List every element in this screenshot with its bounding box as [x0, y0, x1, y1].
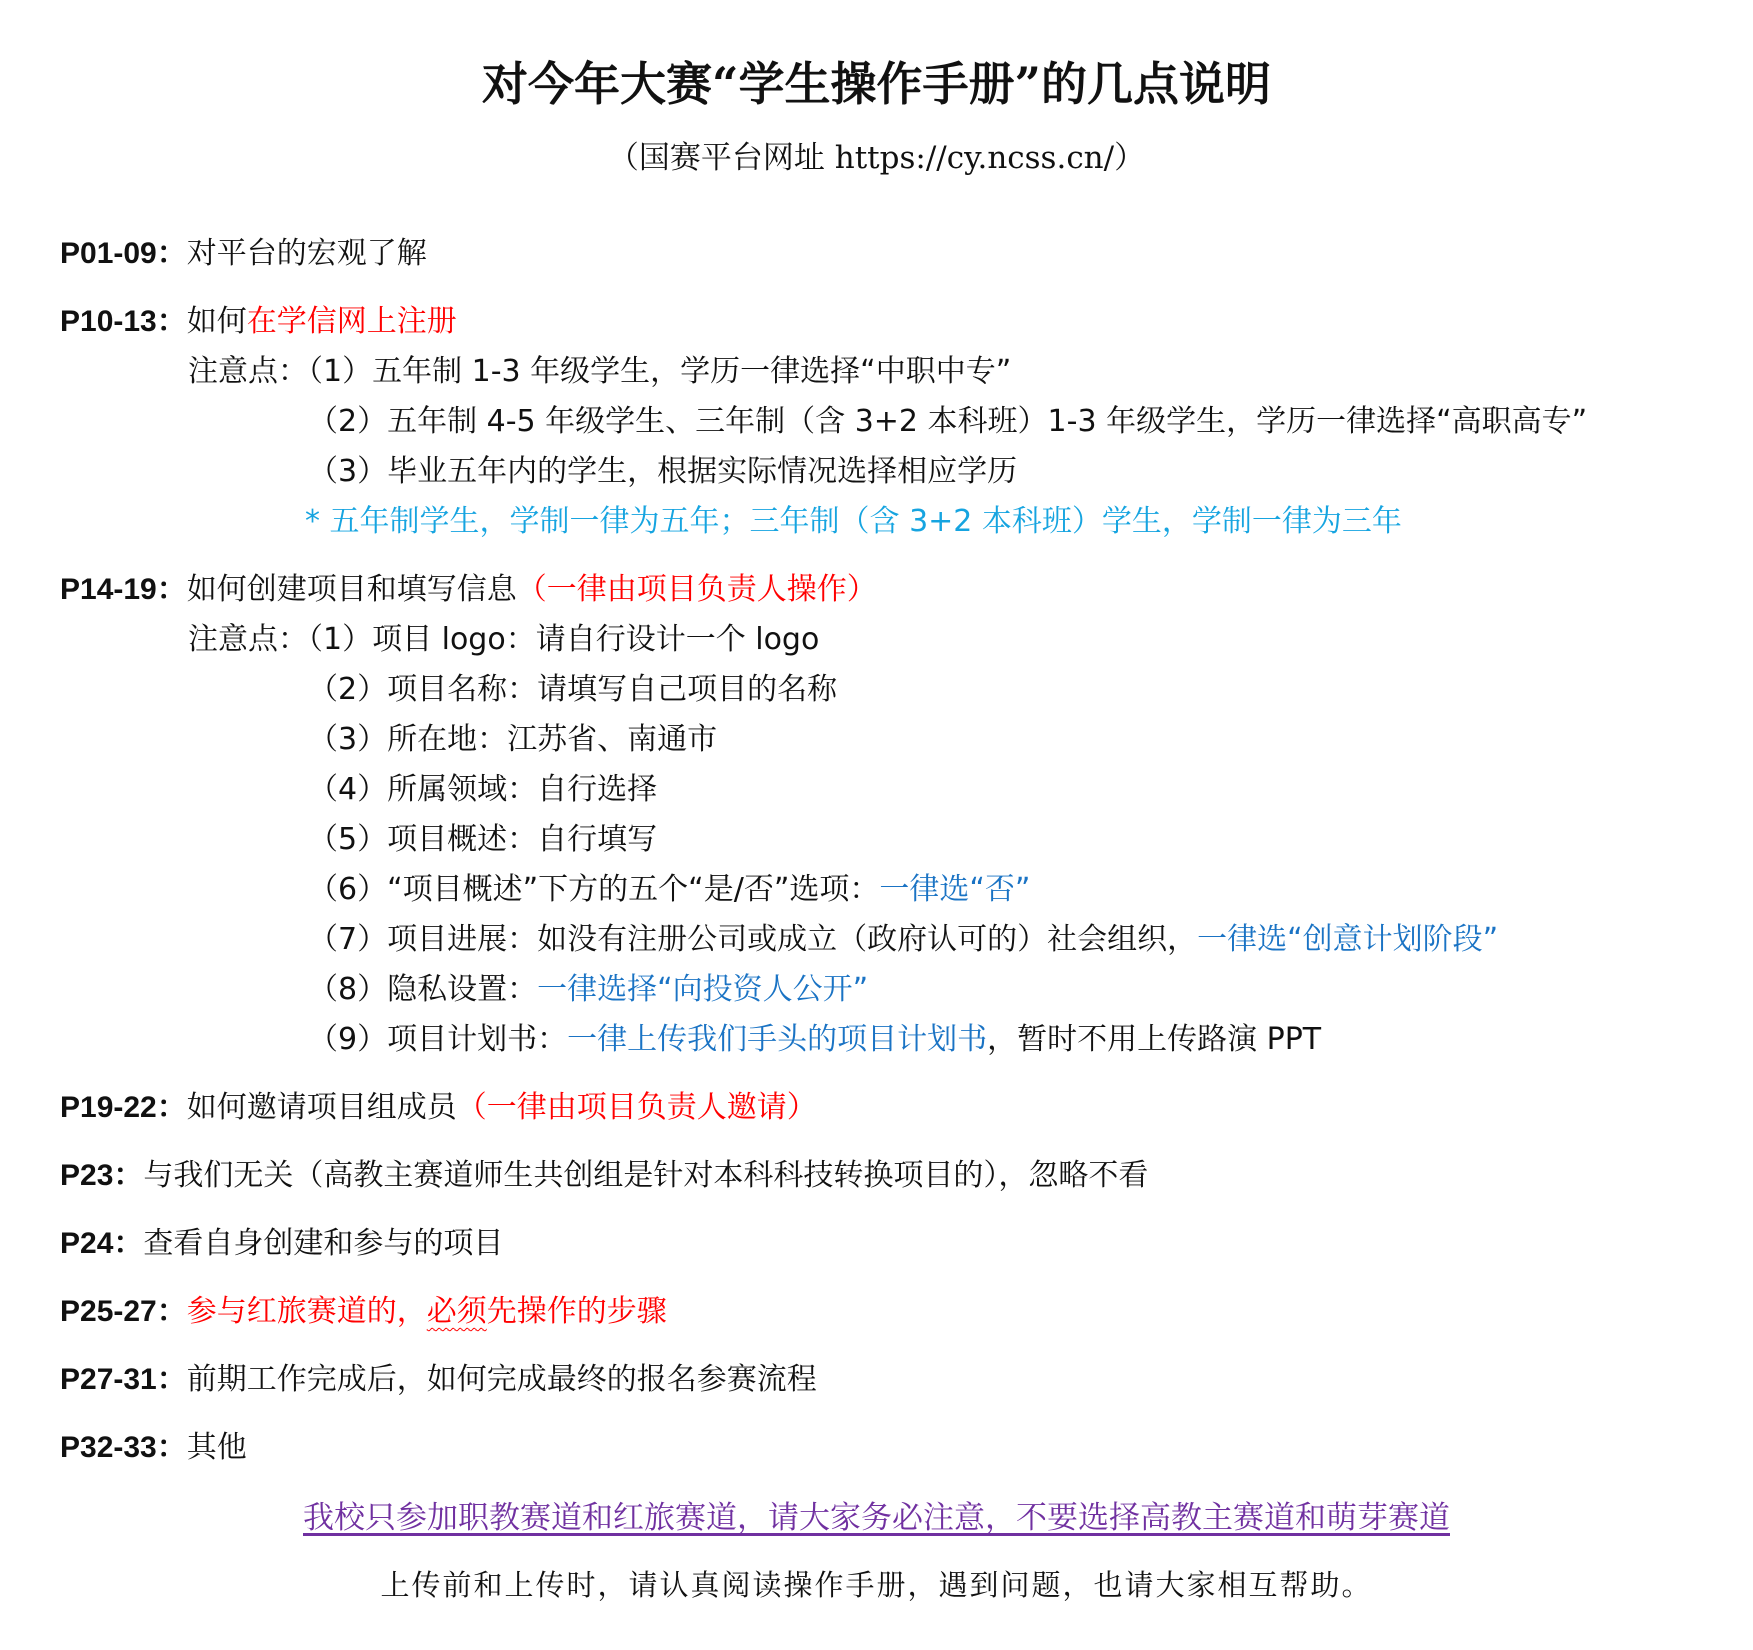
section-p27-31: [60, 1360, 817, 1400]
section-highlight: （一律由项目负责人操作）: [516, 572, 877, 607]
note-item: （3）毕业五年内的学生，根据实际情况选择相应学历: [308, 454, 1018, 489]
note-label: 注意点：: [188, 622, 308, 657]
section-text: 如何邀请项目组成员: [186, 1090, 457, 1125]
section-text: 其他: [186, 1430, 247, 1465]
section-code: P32-33：: [60, 1431, 187, 1464]
section-p10-13: [60, 302, 457, 342]
section-code: P19-22：: [60, 1091, 187, 1124]
page-title: 对今年大赛“学生操作手册”的几点说明: [482, 57, 1271, 111]
tip-line: * 五年制学生，学制一律为五年；三年制（含 3+2 本科班）学生，学制一律为三年: [305, 504, 1402, 539]
note-item: （1）五年制 1-3 年级学生，学历一律选择“中职中专”: [308, 354, 1012, 389]
section-p24: [60, 1224, 503, 1264]
section-text: 如何创建项目和填写信息: [186, 572, 517, 607]
note-item: （5）项目概述：自行填写: [308, 822, 658, 857]
section-highlight: 先操作的步骤: [486, 1294, 667, 1329]
section-code: P10-13：: [60, 305, 187, 338]
section-text: 前期工作完成后，如何完成最终的报名参赛流程: [186, 1362, 817, 1397]
section-text: 对平台的宏观了解: [186, 236, 427, 271]
section-p23: [60, 1156, 1148, 1196]
section-text: 查看自身创建和参与的项目: [143, 1226, 504, 1261]
note-text: （6）“项目概述”下方的五个“是/否”选项：: [308, 872, 880, 907]
note-text-after: ，暂时不用上传路演 PPT: [987, 1022, 1322, 1057]
page-subtitle: （国赛平台网址 https://cy.ncss.cn/）: [607, 140, 1146, 176]
section-code: P23：: [60, 1159, 144, 1192]
footer-reminder: 上传前和上传时，请认真阅读操作手册，遇到问题，也请大家相互帮助。: [380, 1568, 1373, 1602]
school-notice: 我校只参加职教赛道和红旅赛道，请大家务必注意，不要选择高教主赛道和萌芽赛道: [303, 1500, 1450, 1536]
note-highlight: 一律选“创意计划阶段”: [1197, 922, 1499, 957]
note-line: [188, 352, 1011, 392]
section-highlight: 参与红旅赛道的，: [186, 1294, 427, 1329]
note-highlight: 一律选择“向投资人公开”: [537, 972, 869, 1007]
section-highlight: （一律由项目负责人邀请）: [456, 1090, 817, 1125]
section-text: 与我们无关（高教主赛道师生共创组是针对本科科技转换项目的），忽略不看: [143, 1158, 1149, 1193]
note-item: （2）项目名称：请填写自己项目的名称: [308, 672, 838, 707]
note-item: [308, 970, 868, 1010]
section-text: 如何: [186, 304, 247, 339]
section-p01-09: [60, 234, 427, 274]
note-item: [308, 1020, 1321, 1060]
note-item: （3）所在地：江苏省、南通市: [308, 722, 718, 757]
section-p14-19: [60, 570, 877, 610]
note-label: 注意点：: [188, 354, 308, 389]
note-item: [308, 920, 1498, 960]
note-line: [188, 620, 819, 660]
note-item: [308, 870, 1030, 910]
section-p32-33: [60, 1428, 247, 1468]
section-p25-27: [60, 1292, 667, 1332]
section-highlight-underlined: 必须: [426, 1294, 487, 1329]
note-highlight: 一律选“否”: [879, 872, 1031, 907]
note-item: （2）五年制 4-5 年级学生、三年制（含 3+2 本科班）1-3 年级学生，学历一律选择“高职高专”: [308, 404, 1588, 439]
section-code: P14-19：: [60, 573, 187, 606]
section-code: P25-27：: [60, 1295, 187, 1328]
note-item: （4）所属领域：自行选择: [308, 772, 658, 807]
section-highlight: 在学信网上注册: [246, 304, 457, 339]
section-code: P27-31：: [60, 1363, 187, 1396]
section-p19-22: [60, 1088, 817, 1128]
note-highlight: 一律上传我们手头的项目计划书: [567, 1022, 988, 1057]
note-item: （1）项目 logo：请自行设计一个 logo: [308, 622, 820, 657]
section-code: P24：: [60, 1227, 144, 1260]
note-text: （8）隐私设置：: [308, 972, 538, 1007]
note-text: （9）项目计划书：: [308, 1022, 568, 1057]
note-text: （7）项目进展：如没有注册公司或成立（政府认可的）社会组织，: [308, 922, 1198, 957]
section-code: P01-09：: [60, 237, 187, 270]
